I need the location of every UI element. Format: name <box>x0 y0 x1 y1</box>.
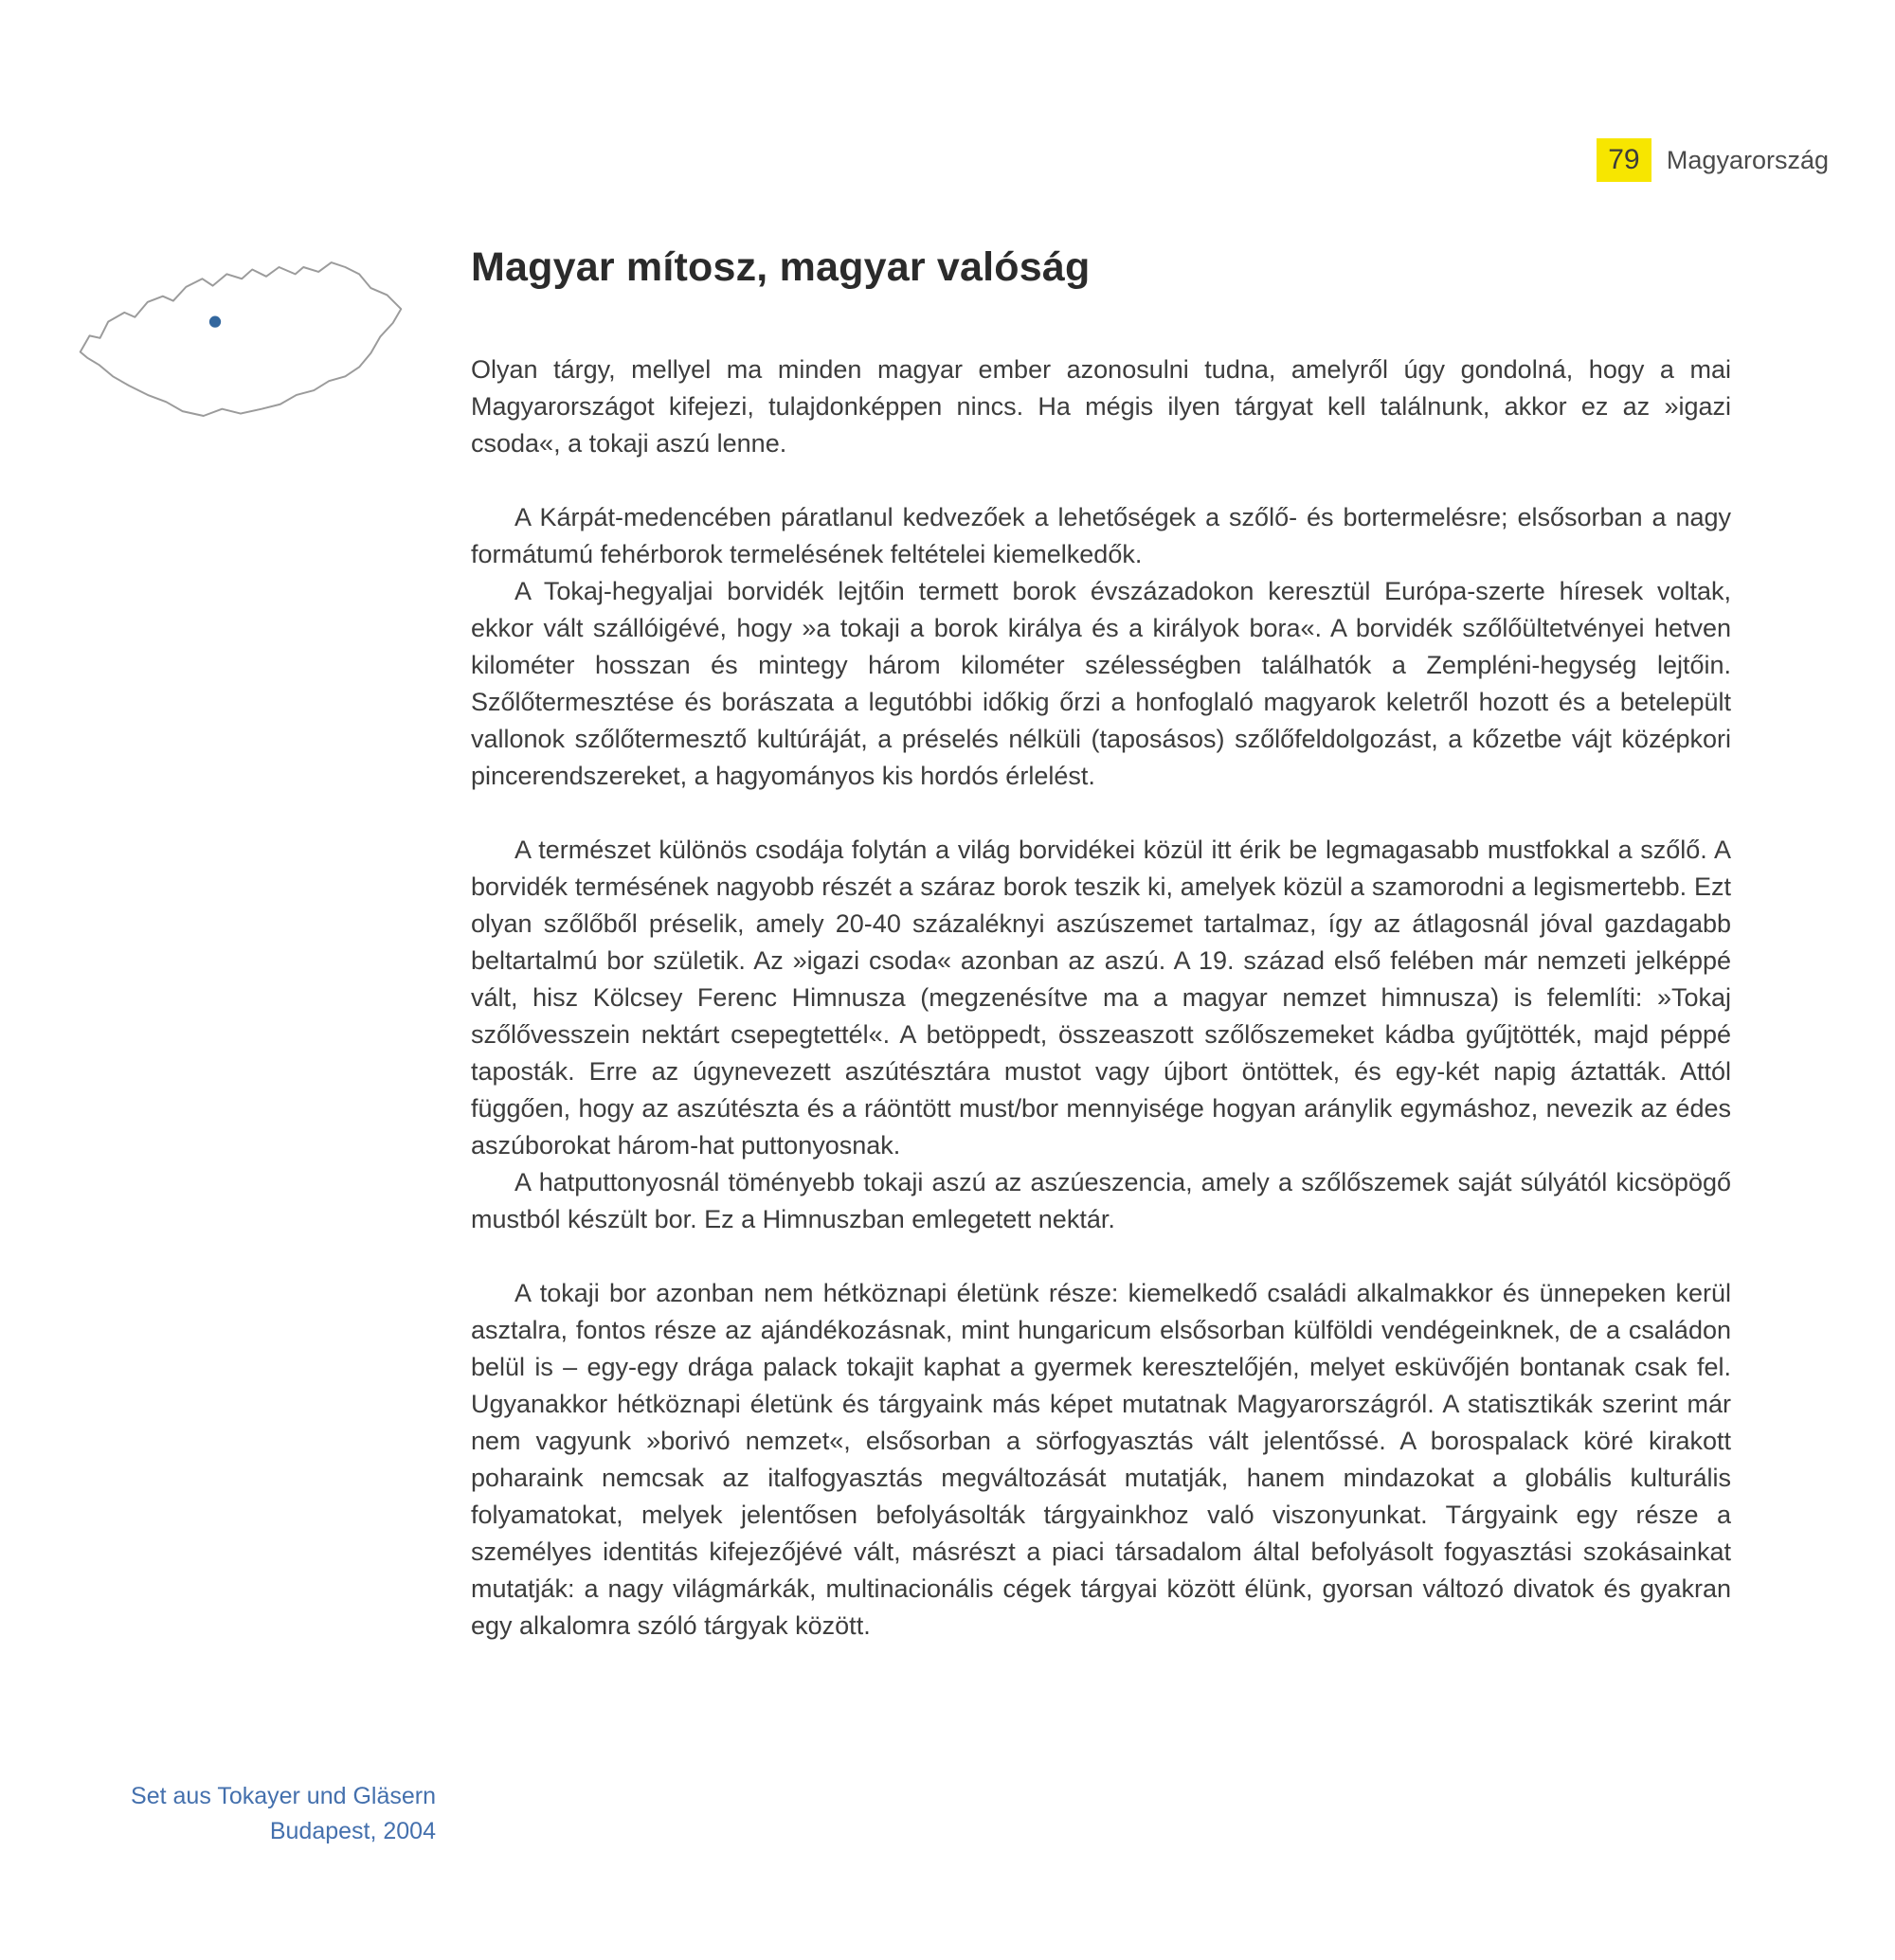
article <box>471 244 1731 1645</box>
caption-line-2: Budapest, 2004 <box>269 1818 436 1844</box>
page-number-badge: 79 <box>1597 138 1651 182</box>
paragraph-termeszet-csodaja: A természet különös csodája folytán a világ borvidékei közül itt érik be legmagasabb mustfokkal a szőlő. A borvidék termésének nagyobb részét a száraz borok teszik ki, amelyek közül a szamorodni a legismertebb. Ezt olyan szőlőből préselik, amely 20-40 százaléknyi aszúszemet tartalmaz, így az átlagosnál jóval gazdagabb beltartalmú bor születik. Az »igazi csoda« azonban az aszú. A 19. század első felében már nemzeti jelképpé vált, hisz Kölcsey Ferenc Himnusza (megzenésítve ma a magyar nemzet himnusza) is felemlíti: »Tokaj szőlővesszein nektárt csepegtettél«. A betöppedt, összeaszott szőlőszemeket kádba gyűjtötték, majd péppé taposták. Erre az úgynevezett aszútésztára mustot vagy újbort öntöttek, és egy-két napig áztatták. Attól függően, hogy az aszútészta és a ráöntött must/bor mennyisége hogyan aránylik egymáshoz, nevezik az édes aszúborokat három-hat puttonyosnak. <box>471 836 1731 1160</box>
image-caption <box>95 1779 436 1849</box>
paragraph-tokaj-hegyalja: A Tokaj-hegyaljai borvidék lejtőin termett borok évszázadokon keresztül Európa-szerte híresek voltak, ekkor vált szállóigévé, hogy »a tokaji a borok királya és a királyok bora«. A borvidék szőlőültetvényei hetven kilométer hosszan és mintegy három kilométer szélességben találhatók a Zempléni-hegység lejtőin. Szőlőtermesztése és borászata a legutóbbi időkig őrzi a honfoglaló magyarok keletről hozott és a betelepült vallonok szőlőtermesztő kultúráját, a préselés nélküli (taposásos) szőlőfeldolgozást, a kőzetbe vájt középkori pincerendszereket, a hagyományos kis hordós érlelést. <box>471 577 1731 790</box>
paragraph-karpat-medence: A Kárpát-medencében páratlanul kedvezőek a lehetőségek a szőlő- és bortermelésre; elsősorban a nagy formátumú fehérborok termelésének feltételei kiemelkedők. <box>471 503 1731 568</box>
caption-line-1: Set aus Tokayer und Gläsern <box>131 1783 436 1809</box>
paragraph-aszueszencia: A hatputtonyosnál töményebb tokaji aszú az aszúeszencia, amely a szőlőszemek saját súlyától kicsöpögő mustból készült bor. Ez a Himnuszban emlegetett nektár. <box>471 1168 1731 1233</box>
budapest-location-dot <box>209 316 221 328</box>
paragraph-intro: Olyan tárgy, mellyel ma minden magyar ember azonosulni tudna, amelyről úgy gondolná, hogy a mai Magyarországot kifejezi, tulajdonképpen nincs. Ha mégis ilyen tárgyat kell találnunk, akkor ez az »igazi csoda«, a tokaji aszú lenne. <box>471 355 1731 458</box>
page-header <box>1597 138 1829 182</box>
paragraph-tokaji-bor-ma: A tokaji bor azonban nem hétköznapi életünk része: kiemelkedő családi alkalmakkor és ünnepeken kerül asztalra, fontos része az ajándékozásnak, mint hungaricum elsősorban külföldi vendégeinknek, de a családon belül is – egy-egy drága palack tokajit kaphat a gyermek keresztelőjén, melyet esküvőjén bontanak csak fel. Ugyanakkor hétköznapi életünk és tárgyaink más képet mutatnak Magyarországról. A statisztikák szerint már nem vagyunk »borivó nemzet«, elsősorban a sörfogyasztás vált jelentőssé. A borospalack köré kirakott poharaink nemcsak az italfogyasztás megváltozását mutatják, hanem mindazokat a globális kulturális folyamatokat, melyek jelentősen befolyásolták tárgyainkhoz való viszonyunkat. Tárgyaink egy része a személyes identitás kifejezőjévé vált, másrészt a piaci társadalom által befolyásolt fogyasztási szokásainkat mutatják: a nagy világmárkák, multinacionális cégek tárgyai között élünk, gyorsan változó divatok és gyakran egy alkalomra szóló tárgyak között. <box>471 1279 1731 1640</box>
hungary-border-outline <box>81 262 402 416</box>
article-title: Magyar mítosz, magyar valóság <box>471 244 1091 290</box>
section-label: Magyarország <box>1666 145 1829 174</box>
hungary-outline-map <box>66 235 415 474</box>
hungary-map-figure <box>66 235 415 474</box>
